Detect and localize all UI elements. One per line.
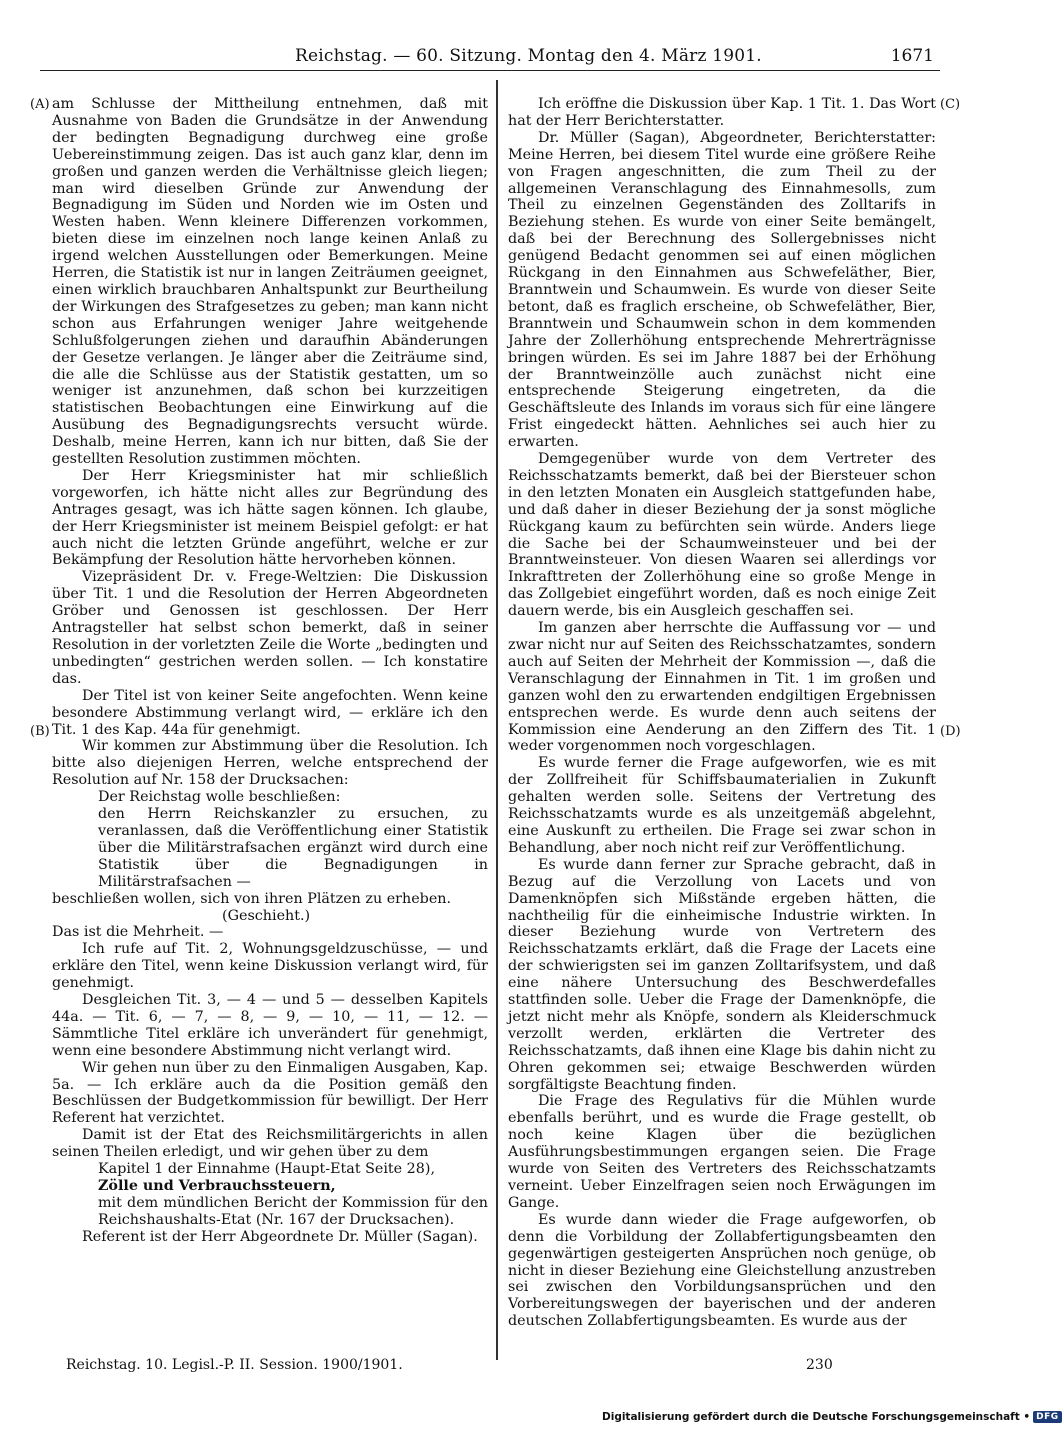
left-column [52,96,488,1246]
paragraph: beschließen wollen, sich von ihren Plätzen zu erheben. [52,890,452,907]
paragraph: Es wurde ferner die Frage aufgeworfen, wie es mit der Zollfreiheit für Schiffsbaumaterialien in Zukunft gehalten werden solle. Seitens der Vertretung des Reichsschatzamts wurde es als unzeitgemäß abgelehnt, eine Auskunft zu ertheilen. Die Frage sei zwar schon in Behandlung, aber noch nicht reif zur Veröffentlichung. [508,755,936,856]
page-number: 1671 [890,46,934,66]
page-header [40,44,940,71]
paragraph: Es wurde dann wieder die Frage aufgeworfen, ob denn die Vorbildung der Zollabfertigungsbeamten den gegenwärtigen gesteigerten Ansprüchen noch genüge, ob nicht in dieser Beziehung eine Gleichstellung anzustreben sei zwischen den Vorbildungsansprüchen und den Vorbereitungswegen der bayerischen und der anderen deutschen Zollabfertigungsbeamten. Es wurde aus der [508,1211,936,1330]
paragraph: Es wurde dann ferner zur Sprache gebracht, daß in Bezug auf die Verzollung von Lacets und von Damenknöpfen sich Mißstände ergeben hätten, die nachtheilig für die einheimische Industrie wirkten. In dieser Beziehung wurde von Vertretern des Reichsschatzamts erklärt, daß die Frage der Lacets eine der schwierigsten sei im ganzen Zolltarifsystem, und daß eine nähere Untersuchung des Beschwerdefalles stattfinden solle. Ueber die Frage der Damenknöpfe, die jetzt nicht mehr als Knöpfe, sondern als Kleiderschmuck verzollt werden, erklärten die Vertreter des Reichsschatzamts, daß ihnen eine Klage bis dahin nicht zu Ohren gekommen sei; etwaige Beschwerden würden sorgfältigste Beachtung finden. [508,856,936,1093]
margin-marker-c: (C) [940,97,961,112]
speaker-paragraph: Vizepräsident Dr. v. Frege-Weltzien: Die Diskussion über Tit. 1 und die Resolution der Herren Abgeordneten Gröber und Genossen ist geschlossen. Der Herr Antragsteller hat selbst schon bemerkt, daß in seiner Resolution in der vorletzten Zeile die Worte „bedingten und unbedingten“ gestrichen werden sollen. — Ich konstatire das. [52,569,488,687]
paragraph: am Schlusse der Mittheilung entnehmen, daß mit Ausnahme von Baden die Grundsätze in der Anwendung der bedingten Begnadigung durchweg eine große Uebereinstimmung zeigen. Das ist auch ganz klar, denn im großen und ganzen werden die Verhältnisse gleich liegen; man wird dieselben Gründe zur Anwendung der Begnadigung im Süden und Norden wie im Osten und Westen haben. Wenn kleinere Differenzen vorkommen, bieten diese im einzelnen noch lange keinen Anlaß zu irgend welchen Ausstellungen oder Bemerkungen. Meine Herren, die Statistik ist nur in langen Zeiträumen geeignet, einen wirklich brauchbaren Anhaltspunkt zur Beurtheilung der Wirkungen des Strafgesetzes zu geben; man kann nicht schon aus Erfahrungen weniger Jahre weitgehende Schlußfolgerungen ziehen und daraufhin Abänderungen der Gesetze verlangen. Je länger aber die Zeiträume sind, die alle die Schlüsse aus der Statistik gestatten, um so weniger ist anzunehmen, daß schon bei kurzzeitigen statistischen Beobachtungen eine Einwirkung auf die Ausübung des Begnadigungsrechts versucht würde. Deshalb, meine Herren, kann ich nur bitten, daß Sie der gestellten Resolution zustimmen möchten. [52,96,488,468]
agenda-item: mit dem mündlichen Bericht der Kommission für den Reichshaushalts-Etat (Nr. 167 der Drucksachen). [98,1194,488,1228]
paragraph: Ich rufe auf Tit. 2, Wohnungsgeldzuschüsse, — und erkläre den Titel, wenn keine Diskussion verlangt wird, für genehmigt. [52,941,488,992]
dfg-logo-icon: DFG [1033,1411,1062,1423]
resolution-text: den Herrn Reichskanzler zu ersuchen, zu veranlassen, daß die Veröffentlichung einer Statistik über die Militärstrafsachen ergänzt wird durch eine Statistik über die Begnadigungen in Militärstrafsachen — [98,806,488,890]
paragraph: Ich eröffne die Diskussion über Kap. 1 Tit. 1. Das Wort hat der Herr Berichterstatter. [508,96,936,129]
paragraph: Die Frage des Regulativs für die Mühlen wurde ebenfalls berührt, und es wurde die Frage gestellt, ob noch keine Klagen über die bezüglichen Ausführungsbestimmungen ergangen seien. Die Frage wurde von Seiten des Vertreters des Reichsschatzamts verneint. Ueber Einzelfragen seien noch Erwägungen im Gange. [508,1093,936,1211]
right-column [508,96,936,1330]
resolution-heading: Der Reichstag wolle beschließen: [98,789,341,806]
paragraph: Demgegenüber wurde von dem Vertreter des Reichsschatzamts bemerkt, daß bei der Biersteuer schon in den letzten Monaten ein Ausgleich stattgefunden habe, und daß daher in dieser Beziehung der ja sonst mögliche Rückgang kaum zu befürchten sein würde. Anders liege die Sache bei der Schaumweinsteuer und bei der Branntweinsteuer. Von diesen Waaren sei allerdings vor Inkrafttreten der Zollerhöhung eine so große Menge in das Zollgebiet eingeführt worden, daß es noch einige Zeit dauern werde, bis ein Ausgleich geschaffen sei. [508,451,936,620]
running-title: Reichstag. — 60. Sitzung. Montag den 4. März 1901. [295,46,762,66]
digitization-credit [602,1411,1062,1423]
paragraph: Der Herr Kriegsminister hat mir schließlich vorgeworfen, ich hätte nicht alles zur Begründung des Antrages gesagt, was ich hätte sagen können. Ich glaube, der Herr Kriegsminister ist meinem Beispiel gefolgt: er hat auch nicht die letzten Gründe angeführt, welche er zur Bekämpfung der Resolution hätte hervorheben können. [52,467,488,569]
stage-direction: (Geschieht.) [222,907,311,924]
speaker-paragraph: Dr. Müller (Sagan), Abgeordneter, Berichterstatter: Meine Herren, bei diesem Titel wurde eine größere Reihe von Fragen angeschnitten, die zum Theil zu der allgemeinen Veranschlagung des Einnahmesolls, zum Theil zu einzelnen Gegenständen des Zolltarifs in Beziehung stehen. Es wurde von einer Seite bemängelt, daß bei der Berechnung des Sollergebnisses nicht genügend Bedacht genommen sei auf einen möglichen Rückgang in den Einnahmen aus Schwefeläther, Bier, Branntwein und Schaumwein. Es wurde von dieser Seite betont, daß es fraglich erscheine, ob Schwefeläther, Bier, Branntwein und Schaumwein schon in dem kommenden Jahre der Zollerhöhung entsprechende Mehrerträgnisse bringen würden. Es sei im Jahre 1887 bei der Erhöhung der Branntweinzölle auch zunächst nicht eine entsprechende Steigerung eingetreten, da die Geschäftsleute des Inlands im voraus sich für eine längere Frist eingedeckt hätten. Aehnliches sei auch hier zu erwarten. [508,129,936,451]
paragraph: Desgleichen Tit. 3, — 4 — und 5 — desselben Kapitels 44a. — Tit. 6, — 7, — 8, — 9, — 10, — 11, — 12. — Sämmtliche Titel erkläre ich unverändert für genehmigt, wenn eine besondere Abstimmung nicht verlangt wird. [52,992,488,1059]
paragraph: Wir gehen nun über zu den Einmaligen Ausgaben, Kap. 5a. — Ich erkläre auch da die Position gemäß den Beschlüssen der Budgetkommission für bewilligt. Der Herr Referent hat verzichtet. [52,1059,488,1127]
footer-session: Reichstag. 10. Legisl.-P. II. Session. 1900/1901. [66,1357,403,1373]
margin-marker-b: (B) [30,724,50,739]
agenda-heading: Zölle und Verbrauchssteuern, [98,1178,336,1194]
footer-sheet-number: 230 [806,1357,833,1373]
paragraph: Im ganzen aber herrschte die Auffassung vor — und zwar nicht nur auf Seiten des Reichsschatzamtes, sondern auch auf Seiten der Mehrheit der Kommission —, daß die Veranschlagung der Einnahmen in Tit. 1 im großen und ganzen wohl den zu erwartenden endgiltigen Ergebnissen entsprechen werde. Es wurde denn auch seitens der Kommission eine Aenderung an den Ziffern des Tit. 1 weder vorgenommen noch vorgeschlagen. [508,620,936,755]
paragraph: Der Titel ist von keiner Seite angefochten. Wenn keine besondere Abstimmung verlangt wird, — erkläre ich den Tit. 1 des Kap. 44a für genehmigt. [52,687,488,738]
paragraph: Referent ist der Herr Abgeordnete Dr. Müller (Sagan). [82,1228,478,1245]
margin-marker-d: (D) [940,724,961,739]
agenda-item: Kapitel 1 der Einnahme (Haupt-Etat Seite 28), [98,1161,435,1178]
paragraph: Das ist die Mehrheit. — [52,924,224,941]
credit-text: Digitalisierung gefördert durch die Deutsche Forschungsgemeinschaft • [602,1411,1031,1423]
paragraph: Wir kommen zur Abstimmung über die Resolution. Ich bitte also diejenigen Herren, welche entsprechend der Resolution auf Nr. 158 der Drucksachen: [52,738,488,789]
margin-marker-a: (A) [30,97,50,112]
paragraph: Damit ist der Etat des Reichsmilitärgerichts in allen seinen Theilen erledigt, und wir gehen über zu dem [52,1127,488,1161]
column-divider [496,80,498,1360]
